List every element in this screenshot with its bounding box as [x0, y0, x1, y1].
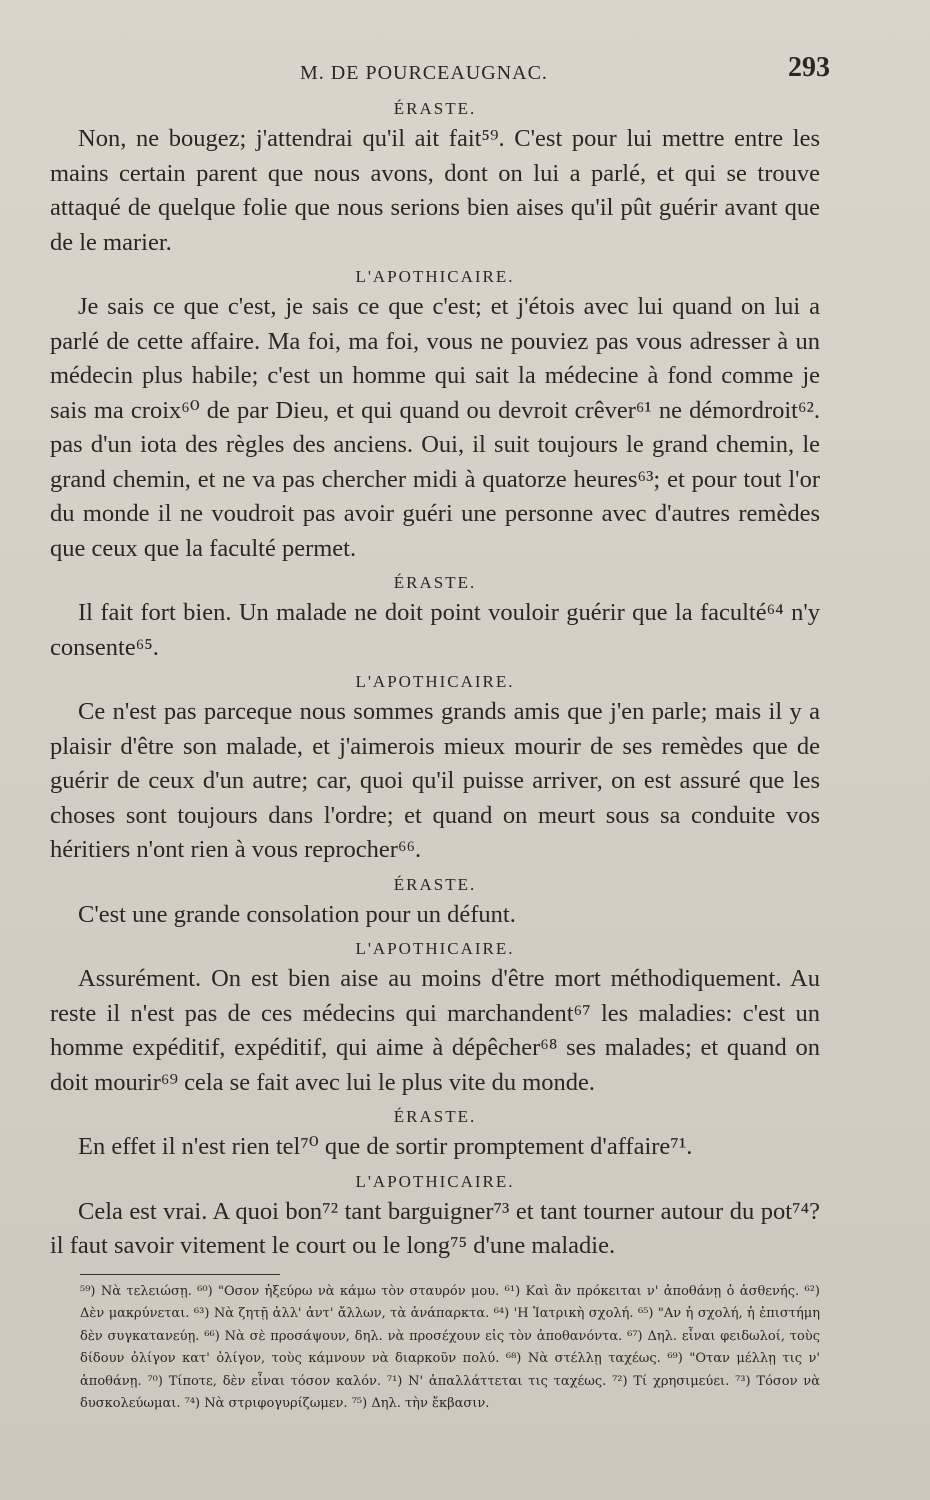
footnote: ⁶⁸) Νὰ στέλλῃ ταχέως.: [505, 1351, 668, 1366]
dialogue-turn: [50, 936, 820, 1100]
footnote: ⁷³) Τόσον νὰ δυσκολεύωμαι.: [80, 1373, 820, 1411]
speech-text: Cela est vrai. A quoi bon⁷² tant barguigner⁷³ et tant tourner autour du pot⁷⁴? il faut savoir vitement le court ou le long⁷⁵ d'une maladie.: [50, 1197, 820, 1259]
speech-text: Non, ne bougez; j'attendrai qu'il ait fait⁵⁹. C'est pour lui mettre entre les mains certain parent que nous avons, dont on lui a parlé, et qui se trouve attaqué de quelque folie que nous serions bien aises qu'il pût guérir avant que de le marier.: [50, 125, 820, 256]
speaker-name: ÉRASTE.: [393, 573, 477, 592]
dialogue-turn: [50, 96, 820, 260]
dialogue-turn: [50, 570, 820, 665]
speaker-name: L'APOTHICAIRE.: [355, 939, 515, 958]
footnotes: [50, 1281, 820, 1416]
dialogue-turn: [50, 872, 820, 933]
speech-text: Ce n'est pas parceque nous sommes grands amis que j'en parle; mais il y a plaisir d'être son malade, et j'aimerois mieux mourir de ses remèdes que de guérir de ceux d'un autre; car, quoi qu'il puisse arriver, on est assuré que les choses sont toujours dans l'ordre; et quand on meurt sous sa conduite vos héritiers n'ont rien à vous reprocher⁶⁶.: [50, 698, 820, 863]
speech-text: Il fait fort bien. Un malade ne doit point vouloir guérir que la faculté⁶⁴ n'y consente⁶⁵.: [50, 599, 820, 661]
dialogue-turn: [50, 264, 820, 566]
footnote: ⁶³) Νὰ ζητῇ ἀλλ' ἀντ' ἄλλων, τὰ ἀνάπαρκτα.: [193, 1306, 494, 1321]
page-header: [60, 52, 830, 92]
dialogue-turn: [50, 669, 820, 868]
speaker-name: ÉRASTE.: [393, 874, 477, 894]
footnote: ⁶⁷) Δηλ. εἶναι φειδωλοί, τοὺς δίδουν ὀλίγον κατ' ὀλίγον, τοὺς κάμνουν νὰ διαρκοῦν πολύ.: [80, 1328, 820, 1366]
footnote: ⁶⁵) "Αν ἡ σχολή, ἡ ἐπιστήμη δὲν συγκατανεύῃ.: [80, 1306, 820, 1344]
speaker-name: L'APOTHICAIRE.: [355, 672, 515, 691]
footnote: ⁷⁰) Τίποτε, δὲν εἶναι τόσον καλόν.: [147, 1373, 387, 1389]
footnote: ⁶¹) Καὶ ἂν πρόκειται ν' ἀποθάνῃ ὁ ἀσθενής.: [504, 1283, 805, 1299]
footnote: ⁷⁴) Νὰ στριφογυρίζωμεν.: [184, 1396, 352, 1411]
footnote: ⁷²) Τί χρησιμεύει.: [612, 1373, 736, 1389]
footnote: ⁷¹) Ν' ἀπαλλάττεται τις ταχέως.: [386, 1373, 613, 1389]
speech-text: C'est une grande consolation pour un défunt.: [78, 900, 516, 928]
footnote: ⁶⁶) Νὰ σὲ προσάψουν, δηλ. νὰ προσέχουν εἰς τὸν ἀποθανόντα.: [204, 1328, 628, 1344]
footnote: ⁶⁰) "Οσον ἠξεύρω νὰ κάμω τὸν σταυρόν μου.: [197, 1283, 505, 1299]
speech-text: En effet il n'est rien tel⁷⁰ que de sortir promptement d'affaire⁷¹.: [78, 1133, 693, 1160]
footnote: ⁷⁵) Δηλ. τὴν ἔκβασιν.: [351, 1396, 490, 1411]
footnote: ⁶⁹) "Οταν μέλλῃ τις ν' ἀποθάνῃ.: [80, 1351, 820, 1389]
dialogue-turn: [50, 1169, 820, 1264]
speaker-name: ÉRASTE.: [393, 99, 477, 118]
footnote-divider: [80, 1274, 280, 1275]
footnote: ⁶²) Δὲν μακρύνεται.: [80, 1283, 820, 1321]
speech-text: Je sais ce que c'est, je sais ce que c'est; et j'étois avec lui quand on lui a parlé de cette affaire. Ma foi, ma foi, vous ne pouviez pas vous adresser à un médecin plus habile; c'est un homme qui sait la médecine à fond comme je sais ma croix⁶⁰ de par Dieu, et qui quand ou devroit crêver⁶¹ ne démordroit⁶². pas d'un iota des règles des anciens. Oui, il suit toujours le grand chemin, le grand chemin, et ne va pas chercher midi à quatorze heures⁶³; et pour tout l'or du monde il ne voudroit pas avoir guéri une personne avec d'autres remèdes que ceux que la faculté permet.: [50, 293, 820, 562]
dialogue-body: [50, 96, 820, 1416]
speaker-name: L'APOTHICAIRE.: [355, 267, 515, 286]
speaker-name: ÉRASTE.: [393, 1107, 477, 1126]
page-number: 293: [788, 52, 830, 83]
speech-text: Assurément. On est bien aise au moins d'être mort méthodiquement. Au reste il n'est pas de ces médecins qui marchandent⁶⁷ les maladies: c'est un homme expéditif, expéditif, qui aime à dépêcher⁶⁸ ses malades; et quand on doit mourir⁶⁹ cela se fait avec lui le plus vite du monde.: [50, 965, 820, 1096]
speaker-name: L'APOTHICAIRE.: [355, 1171, 515, 1191]
footnote: ⁵⁹) Νὰ τελειώσῃ.: [80, 1283, 198, 1299]
running-title: M. DE POURCEAUGNAC.: [300, 62, 548, 84]
footnote: ⁶⁴) 'Η Ἰατρικὴ σχολή.: [493, 1306, 638, 1321]
dialogue-turn: [50, 1104, 820, 1165]
